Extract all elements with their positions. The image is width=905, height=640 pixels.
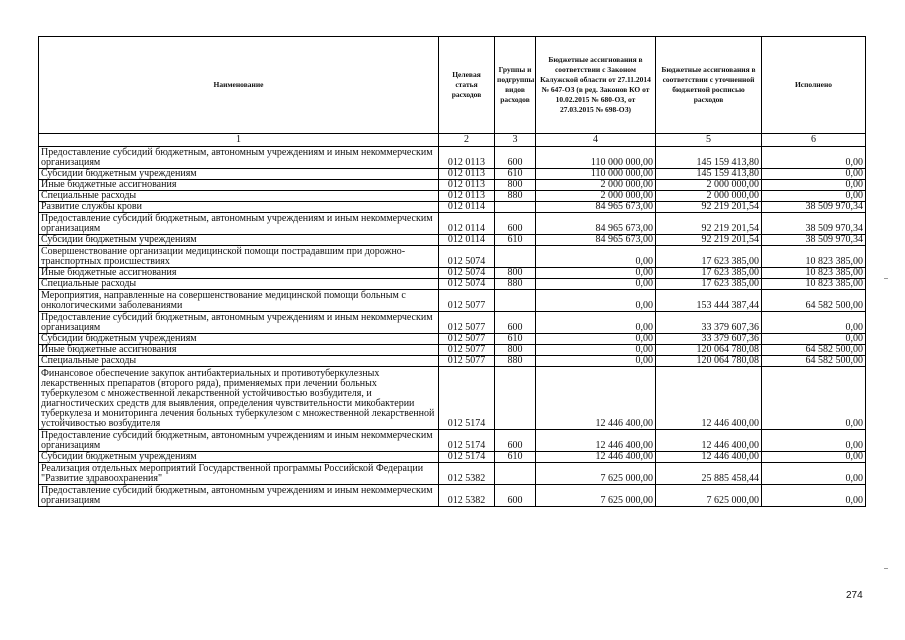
row-name: Предоставление субсидий бюджетным, автономным учреждениям и иным некоммерческим организациям [39, 213, 439, 235]
header-law-allocations: Бюджетные ассигнования в соответствии с Законом Калужской области от 27.11.2014 № 647-ОЗ (в ред. Законов КО от 10.02.2015 № 680-ОЗ, от 27.03.2015 № 698-ОЗ) [536, 37, 656, 134]
row-executed-amount: 0,00 [762, 180, 866, 191]
table-row [39, 169, 866, 180]
row-executed-amount: 64 582 500,00 [762, 345, 866, 356]
row-target-code: 012 0114 [439, 235, 495, 246]
row-group-code: 610 [495, 452, 536, 463]
row-law-amount: 0,00 [536, 356, 656, 367]
row-revised-amount: 92 219 201,54 [656, 213, 762, 235]
row-name: Субсидии бюджетным учреждениям [39, 235, 439, 246]
table-row [39, 279, 866, 290]
row-law-amount: 12 446 400,00 [536, 430, 656, 452]
table-header-row [39, 37, 866, 134]
row-group-code [495, 367, 536, 430]
table-row [39, 290, 866, 312]
row-group-code [495, 463, 536, 485]
row-target-code: 012 0113 [439, 191, 495, 202]
table-row [39, 356, 866, 367]
row-law-amount: 12 446 400,00 [536, 367, 656, 430]
row-group-code: 610 [495, 169, 536, 180]
row-executed-amount: 10 823 385,00 [762, 279, 866, 290]
row-executed-amount: 0,00 [762, 334, 866, 345]
column-number: 6 [762, 134, 866, 147]
row-executed-amount: 0,00 [762, 463, 866, 485]
row-revised-amount: 12 446 400,00 [656, 367, 762, 430]
row-revised-amount: 12 446 400,00 [656, 430, 762, 452]
row-law-amount: 0,00 [536, 290, 656, 312]
header-executed: Исполнено [762, 37, 866, 134]
row-group-code: 800 [495, 268, 536, 279]
row-target-code: 012 0114 [439, 202, 495, 213]
row-law-amount: 0,00 [536, 246, 656, 268]
row-target-code: 012 5382 [439, 485, 495, 507]
row-executed-amount: 0,00 [762, 485, 866, 507]
row-target-code: 012 0113 [439, 169, 495, 180]
row-group-code: 600 [495, 430, 536, 452]
page-number: 274 [846, 590, 863, 601]
row-law-amount: 110 000 000,00 [536, 147, 656, 169]
row-law-amount: 0,00 [536, 279, 656, 290]
row-name: Финансовое обеспечение закупок антибактериальных и противотуберкулезных лекарственных препаратов (второго ряда), применяемых при лечении больных туберкулезом с множественной лекарственной устойчивостью возбудителя, и диагностических средств для выявления, определения чувствительности микобактерии туберкулеза и мониторинга лечения больных туберкулезом с множественной лекарственной устойчивостью возбудителя [39, 367, 439, 430]
table-row [39, 180, 866, 191]
row-law-amount: 2 000 000,00 [536, 191, 656, 202]
row-target-code: 012 5077 [439, 345, 495, 356]
row-target-code: 012 5382 [439, 463, 495, 485]
table-row [39, 345, 866, 356]
row-executed-amount: 0,00 [762, 169, 866, 180]
row-name: Совершенствование организации медицинской помощи пострадавшим при дорожно-транспортных происшествиях [39, 246, 439, 268]
row-target-code: 012 5077 [439, 290, 495, 312]
row-law-amount: 7 625 000,00 [536, 485, 656, 507]
row-revised-amount: 120 064 780,08 [656, 356, 762, 367]
row-executed-amount: 0,00 [762, 430, 866, 452]
table-row [39, 452, 866, 463]
row-executed-amount: 0,00 [762, 191, 866, 202]
table-row [39, 312, 866, 334]
row-revised-amount: 33 379 607,36 [656, 312, 762, 334]
table-row [39, 235, 866, 246]
row-name: Предоставление субсидий бюджетным, автономным учреждениям и иным некоммерческим организациям [39, 147, 439, 169]
row-revised-amount: 153 444 387,44 [656, 290, 762, 312]
header-name: Наименование [39, 37, 439, 134]
row-group-code [495, 290, 536, 312]
row-target-code: 012 0114 [439, 213, 495, 235]
row-executed-amount: 0,00 [762, 147, 866, 169]
row-executed-amount: 0,00 [762, 367, 866, 430]
row-law-amount: 0,00 [536, 334, 656, 345]
row-group-code: 600 [495, 485, 536, 507]
row-revised-amount: 33 379 607,36 [656, 334, 762, 345]
row-revised-amount: 17 623 385,00 [656, 268, 762, 279]
row-name: Реализация отдельных мероприятий Государственной программы Российской Федерации "Развитие здравоохранения" [39, 463, 439, 485]
row-law-amount: 12 446 400,00 [536, 452, 656, 463]
row-group-code [495, 246, 536, 268]
row-law-amount: 110 000 000,00 [536, 169, 656, 180]
column-number-row [39, 134, 866, 147]
budget-table [38, 36, 866, 507]
row-group-code: 800 [495, 180, 536, 191]
table-row [39, 147, 866, 169]
row-group-code: 600 [495, 312, 536, 334]
row-law-amount: 84 965 673,00 [536, 235, 656, 246]
header-target-article: Целевая статья расходов [439, 37, 495, 134]
row-name: Субсидии бюджетным учреждениям [39, 334, 439, 345]
column-number: 4 [536, 134, 656, 147]
table-row [39, 191, 866, 202]
row-law-amount: 7 625 000,00 [536, 463, 656, 485]
table-row [39, 213, 866, 235]
row-revised-amount: 2 000 000,00 [656, 191, 762, 202]
row-name: Иные бюджетные ассигнования [39, 345, 439, 356]
row-revised-amount: 7 625 000,00 [656, 485, 762, 507]
row-law-amount: 2 000 000,00 [536, 180, 656, 191]
row-executed-amount: 38 509 970,34 [762, 235, 866, 246]
row-revised-amount: 25 885 458,44 [656, 463, 762, 485]
row-revised-amount: 2 000 000,00 [656, 180, 762, 191]
row-law-amount: 0,00 [536, 345, 656, 356]
row-executed-amount: 10 823 385,00 [762, 246, 866, 268]
row-target-code: 012 5174 [439, 367, 495, 430]
row-law-amount: 0,00 [536, 312, 656, 334]
row-group-code: 600 [495, 147, 536, 169]
row-executed-amount: 0,00 [762, 312, 866, 334]
row-target-code: 012 5074 [439, 268, 495, 279]
row-group-code: 880 [495, 191, 536, 202]
row-revised-amount: 17 623 385,00 [656, 279, 762, 290]
row-revised-amount: 120 064 780,08 [656, 345, 762, 356]
row-target-code: 012 0113 [439, 147, 495, 169]
row-group-code: 610 [495, 235, 536, 246]
row-revised-amount: 145 159 413,80 [656, 147, 762, 169]
row-name: Иные бюджетные ассигнования [39, 268, 439, 279]
row-law-amount: 84 965 673,00 [536, 213, 656, 235]
row-name: Развитие службы крови [39, 202, 439, 213]
row-revised-amount: 17 623 385,00 [656, 246, 762, 268]
row-executed-amount: 10 823 385,00 [762, 268, 866, 279]
row-group-code: 880 [495, 279, 536, 290]
row-name: Субсидии бюджетным учреждениям [39, 452, 439, 463]
row-target-code: 012 5077 [439, 334, 495, 345]
row-target-code: 012 0113 [439, 180, 495, 191]
row-target-code: 012 5174 [439, 430, 495, 452]
row-name: Предоставление субсидий бюджетным, автономным учреждениям и иным некоммерческим организациям [39, 485, 439, 507]
row-target-code: 012 5077 [439, 312, 495, 334]
row-name: Субсидии бюджетным учреждениям [39, 169, 439, 180]
row-target-code: 012 5074 [439, 279, 495, 290]
table-row [39, 246, 866, 268]
table-row [39, 367, 866, 430]
row-name: Специальные расходы [39, 279, 439, 290]
row-law-amount: 84 965 673,00 [536, 202, 656, 213]
table-row [39, 202, 866, 213]
row-group-code: 610 [495, 334, 536, 345]
row-name: Специальные расходы [39, 191, 439, 202]
table-row [39, 268, 866, 279]
column-number: 5 [656, 134, 762, 147]
row-name: Предоставление субсидий бюджетным, автономным учреждениям и иным некоммерческим организациям [39, 312, 439, 334]
row-group-code: 600 [495, 213, 536, 235]
row-executed-amount: 64 582 500,00 [762, 356, 866, 367]
header-expense-groups: Группы и подгруппы видов расходов [495, 37, 536, 134]
row-executed-amount: 64 582 500,00 [762, 290, 866, 312]
row-name: Мероприятия, направленные на совершенствование медицинской помощи больным с онкологическими заболеваниями [39, 290, 439, 312]
row-name: Предоставление субсидий бюджетным, автономным учреждениям и иным некоммерческим организациям [39, 430, 439, 452]
row-group-code [495, 202, 536, 213]
row-group-code: 880 [495, 356, 536, 367]
table-row [39, 485, 866, 507]
column-number: 3 [495, 134, 536, 147]
row-executed-amount: 38 509 970,34 [762, 202, 866, 213]
row-target-code: 012 5077 [439, 356, 495, 367]
table-row [39, 463, 866, 485]
row-revised-amount: 12 446 400,00 [656, 452, 762, 463]
scan-margin-mark [884, 278, 888, 279]
row-revised-amount: 92 219 201,54 [656, 202, 762, 213]
row-revised-amount: 145 159 413,80 [656, 169, 762, 180]
table-row [39, 430, 866, 452]
row-target-code: 012 5174 [439, 452, 495, 463]
table-row [39, 334, 866, 345]
row-executed-amount: 38 509 970,34 [762, 213, 866, 235]
row-name: Иные бюджетные ассигнования [39, 180, 439, 191]
row-executed-amount: 0,00 [762, 452, 866, 463]
row-law-amount: 0,00 [536, 268, 656, 279]
header-revised-allocations: Бюджетные ассигнования в соответствии с уточненной бюджетной росписью расходов [656, 37, 762, 134]
column-number: 2 [439, 134, 495, 147]
scan-margin-mark [884, 568, 888, 569]
row-target-code: 012 5074 [439, 246, 495, 268]
row-revised-amount: 92 219 201,54 [656, 235, 762, 246]
row-group-code: 800 [495, 345, 536, 356]
row-name: Специальные расходы [39, 356, 439, 367]
column-number: 1 [39, 134, 439, 147]
